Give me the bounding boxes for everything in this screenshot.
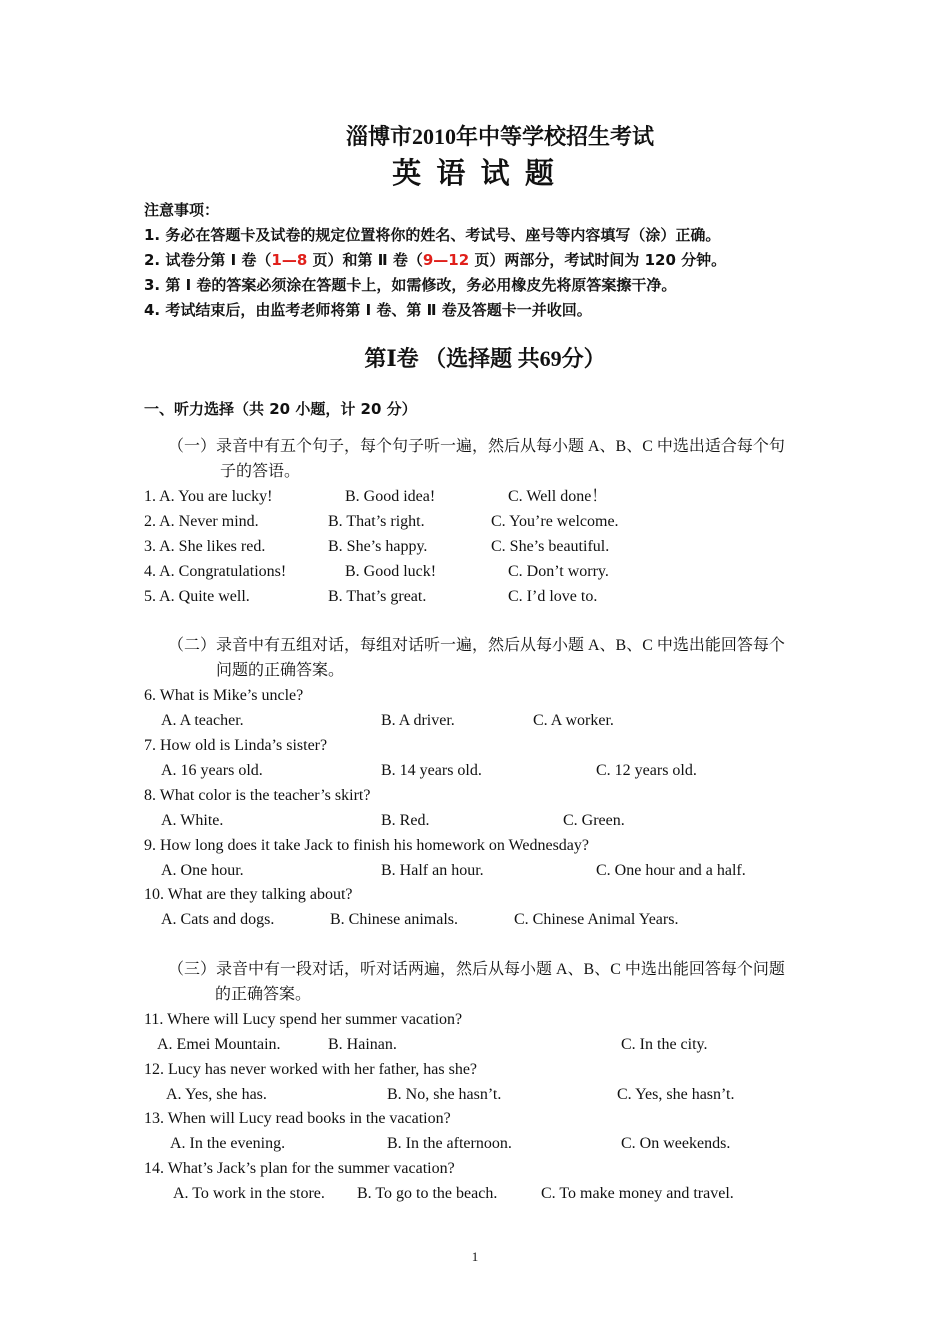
exam-title: 淄博市2010年中等学校招生考试: [345, 124, 654, 149]
q14-option-a: A. To work in the store.: [173, 1185, 325, 1202]
q10-stem: 10. What are they talking about?: [144, 886, 353, 903]
q8-option-a: A. White.: [161, 812, 224, 829]
question-row: [0, 1087, 950, 1105]
sub3-instruction-line2: 的正确答案。: [215, 986, 312, 1003]
question-row: [0, 763, 950, 781]
q1-option-c: C. Well done！: [508, 488, 608, 505]
q11-stem: 11. Where will Lucy spend her summer vacation?: [144, 1011, 463, 1028]
q11-option-b: B. Hainan.: [328, 1036, 397, 1053]
question-row: [0, 489, 950, 507]
q5-option-c: C. I’d love to.: [508, 588, 598, 605]
q14-option-b: B. To go to the beach.: [357, 1185, 498, 1202]
sub2-instruction-line2: 问题的正确答案。: [216, 662, 345, 679]
q9-stem: 9. How long does it take Jack to finish his homework on Wednesday?: [144, 837, 590, 854]
q13-stem: 13. When will Lucy read books in the vacation?: [144, 1110, 451, 1127]
question-row: [0, 863, 950, 881]
note-4: 4. 考试结束后，由监考老师将第 Ⅰ 卷、第 Ⅱ 卷及答题卡一并收回。: [144, 301, 592, 319]
note-2-part-e: 页）两部分，考试时间为 120 分钟。: [469, 251, 727, 269]
question-row: [0, 912, 950, 930]
q9-option-a: A. One hour.: [161, 862, 244, 879]
question-stem-row: [0, 688, 950, 706]
q11-option-a: A. Emei Mountain.: [157, 1036, 281, 1053]
q10-option-b: B. Chinese animals.: [330, 911, 458, 928]
q6-option-a: A. A teacher.: [161, 712, 244, 729]
q4-option-c: C. Don’t worry.: [508, 563, 609, 580]
q7-stem: 7. How old is Linda’s sister?: [144, 737, 328, 754]
q7-option-c: C. 12 years old.: [596, 762, 697, 779]
question-stem-row: [0, 788, 950, 806]
sub1-instruction-line1: （一）录音中有五个句子，每个句子听一遍，然后从每小题 A、B、C 中选出适合每个句: [168, 438, 785, 455]
note-2-part-a: 2. 试卷分第 Ⅰ 卷（: [144, 251, 272, 269]
question-row: [0, 589, 950, 607]
section1-heading: 一、听力选择（共 20 小题，计 20 分）: [144, 400, 417, 418]
question-row: [0, 1136, 950, 1154]
note-2: [144, 253, 726, 268]
q10-option-a: A. Cats and dogs.: [161, 911, 275, 928]
note-3: 3. 第 Ⅰ 卷的答案必须涂在答题卡上，如需修改，务必用橡皮先将原答案擦干净。: [144, 276, 677, 294]
q9-option-c: C. One hour and a half.: [596, 862, 746, 879]
q12-option-c: C. Yes, she hasn’t.: [617, 1086, 735, 1103]
q10-option-c: C. Chinese Animal Years.: [514, 911, 679, 928]
note-2-pages-1: 1—8: [271, 251, 308, 269]
q6-option-c: C. A worker.: [533, 712, 614, 729]
q8-stem: 8. What color is the teacher’s skirt?: [144, 787, 371, 804]
q1-option-b: B. Good idea!: [345, 488, 436, 505]
question-stem-row: [0, 1111, 950, 1129]
question-row: [0, 564, 950, 582]
q4-option-a: 4. A. Congratulations!: [144, 563, 287, 580]
note-1: 1. 务必在答题卡及试卷的规定位置将你的姓名、考试号、座号等内容填写（涂）正确。: [144, 226, 721, 244]
q6-option-b: B. A driver.: [381, 712, 455, 729]
q9-option-b: B. Half an hour.: [381, 862, 484, 879]
q1-option-a: 1. A. You are lucky!: [144, 488, 273, 505]
q13-option-b: B. In the afternoon.: [387, 1135, 512, 1152]
q4-option-b: B. Good luck!: [345, 563, 437, 580]
question-stem-row: [0, 838, 950, 856]
question-row: [0, 1037, 950, 1055]
sub2-instruction-line1: （二）录音中有五组对话，每组对话听一遍，然后从每小题 A、B、C 中选出能回答每个: [168, 637, 785, 654]
q7-option-b: B. 14 years old.: [381, 762, 482, 779]
q3-option-b: B. She’s happy.: [328, 538, 428, 555]
q8-option-c: C. Green.: [563, 812, 625, 829]
question-row: [0, 514, 950, 532]
question-stem-row: [0, 738, 950, 756]
q14-option-c: C. To make money and travel.: [541, 1185, 734, 1202]
q8-option-b: B. Red.: [381, 812, 430, 829]
part1-title: 第Ⅰ卷 （选择题 共69分）: [364, 346, 606, 371]
question-row: [0, 713, 950, 731]
notes-heading: 注意事项：: [144, 201, 220, 219]
page-number: 1: [471, 1249, 479, 1264]
note-2-part-c: 页）和第 Ⅱ 卷（: [307, 251, 423, 269]
subject-title: 英 语 试 题: [392, 158, 558, 190]
q14-stem: 14. What’s Jack’s plan for the summer vacation?: [144, 1160, 455, 1177]
question-stem-row: [0, 1012, 950, 1030]
q3-option-a: 3. A. She likes red.: [144, 538, 266, 555]
question-stem-row: [0, 1161, 950, 1179]
q3-option-c: C. She’s beautiful.: [491, 538, 610, 555]
q2-option-b: B. That’s right.: [328, 513, 425, 530]
sub1-instruction-line2: 子的答语。: [220, 463, 301, 480]
q12-stem: 12. Lucy has never worked with her father, has she?: [144, 1061, 478, 1078]
note-2-pages-2: 9—12: [422, 251, 470, 269]
q12-option-b: B. No, she hasn’t.: [387, 1086, 502, 1103]
question-row: [0, 539, 950, 557]
q2-option-a: 2. A. Never mind.: [144, 513, 259, 530]
q5-option-a: 5. A. Quite well.: [144, 588, 250, 605]
q13-option-a: A. In the evening.: [170, 1135, 286, 1152]
q11-option-c: C. In the city.: [621, 1036, 708, 1053]
q5-option-b: B. That’s great.: [328, 588, 427, 605]
question-stem-row: [0, 1062, 950, 1080]
q7-option-a: A. 16 years old.: [161, 762, 263, 779]
q6-stem: 6. What is Mike’s uncle?: [144, 687, 304, 704]
sub3-instruction-line1: （三）录音中有一段对话，听对话两遍，然后从每小题 A、B、C 中选出能回答每个问题: [168, 961, 785, 978]
q2-option-c: C. You’re welcome.: [491, 513, 619, 530]
question-row: [0, 1186, 950, 1204]
question-stem-row: [0, 887, 950, 905]
question-row: [0, 813, 950, 831]
q13-option-c: C. On weekends.: [621, 1135, 731, 1152]
q12-option-a: A. Yes, she has.: [166, 1086, 267, 1103]
